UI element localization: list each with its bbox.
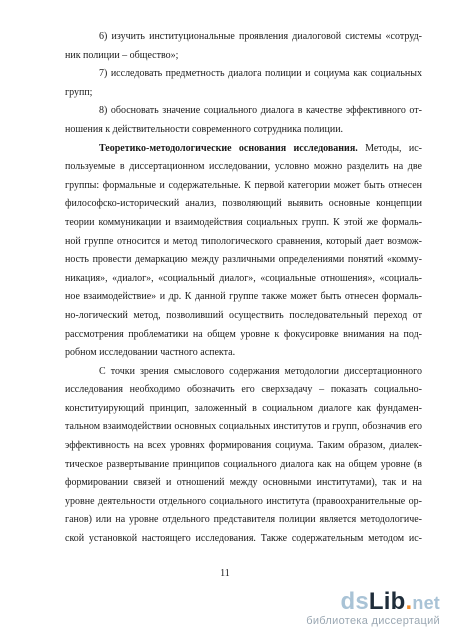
paragraph-line: тическое развертывание принципов социального диалога как на общем уровне (в xyxy=(65,458,422,470)
paragraph-line: рассмотрения проблематики на общем уровне к фокусировке внимания на под- xyxy=(65,328,422,340)
paragraph-line: ное взаимодействие» и др. К данной группе также может быть отнесен формаль- xyxy=(65,291,422,303)
paragraph-line: никация», «диалог», «социальный диалог», «социальные отношения», «социаль- xyxy=(65,272,422,284)
paragraph-line: пользуемые в диссертационном исследовании, условно можно разделить на две xyxy=(65,161,422,173)
paragraph-line: эффективность на всех уровнях формирования социума. Таким образом, диалек- xyxy=(65,440,422,452)
paragraph-line: формировании связей и отношений между основными институтами), так и на xyxy=(65,477,422,489)
paragraph-line: но-логический метод, позволивший осуществить последовательный переход от xyxy=(65,309,422,321)
paragraph-meaning-first-line: С точки зрения смыслового содержания методологии диссертационного xyxy=(99,365,422,377)
dslib-watermark[interactable] xyxy=(300,590,440,628)
paragraph-line: философско-исторический анализ, позволяющий выявить основные концепции xyxy=(65,198,422,210)
paragraph-line: ность провести демаркацию между различными определениями понятий «комму- xyxy=(65,254,422,266)
list-item-8-continuation: ношения к действительности современного сотрудника полиции. xyxy=(65,123,344,135)
section-heading: Теоретико-методологические основания исследования. xyxy=(99,142,358,154)
watermark-subtitle: библиотека диссертаций xyxy=(306,615,440,627)
paragraph-line: конституирующий принцип, заложенный в социальном диалоге как фундамен- xyxy=(65,402,422,414)
document-body xyxy=(65,28,422,549)
paragraph-line: группы: формальные и содержательные. К первой категории может быть отнесен xyxy=(65,179,422,191)
paragraph-line: тальном взаимодействии основных социальных институтов и групп, обозначив его xyxy=(65,421,422,433)
paragraph-line: теории коммуникации и взаимодействия социальных групп. К этой же формаль- xyxy=(65,216,422,228)
list-item-7-continuation: групп; xyxy=(65,86,93,98)
list-item-8: 8) обосновать значение социального диалога в качестве эффективного от- xyxy=(99,105,422,117)
paragraph-methods-first-line xyxy=(65,140,422,159)
paragraph-text: Методы, ис- xyxy=(365,142,422,154)
list-item-6-continuation: ник полиции – общество»; xyxy=(65,49,179,61)
list-item-6: 6) изучить институциональные проявления диалоговой системы «сотруд- xyxy=(99,31,422,42)
paragraph-line: ганов) или на уровне отдельного представителя полиции является методологиче- xyxy=(65,514,422,526)
paragraph-line: исследования необходимо обозначить его сверхзадачу – показать социально- xyxy=(65,384,422,396)
paragraph-line-last: робном исследовании частного аспекта. xyxy=(65,347,236,359)
paragraph-line: ной группе относится и метод типологического сравнения, который дает возмож- xyxy=(65,235,422,247)
dslib-logo: dsLib.net xyxy=(340,588,440,615)
page-number: 11 xyxy=(220,568,230,579)
paragraph-line: ской установкой настоящего исследования. Также содержательным методом ис- xyxy=(65,533,422,545)
list-item-7: 7) исследовать предметность диалога полиции и социума как социальных xyxy=(99,68,422,80)
paragraph-line: уровне деятельности отдельного социального института (правоохранительные ор- xyxy=(65,495,422,507)
